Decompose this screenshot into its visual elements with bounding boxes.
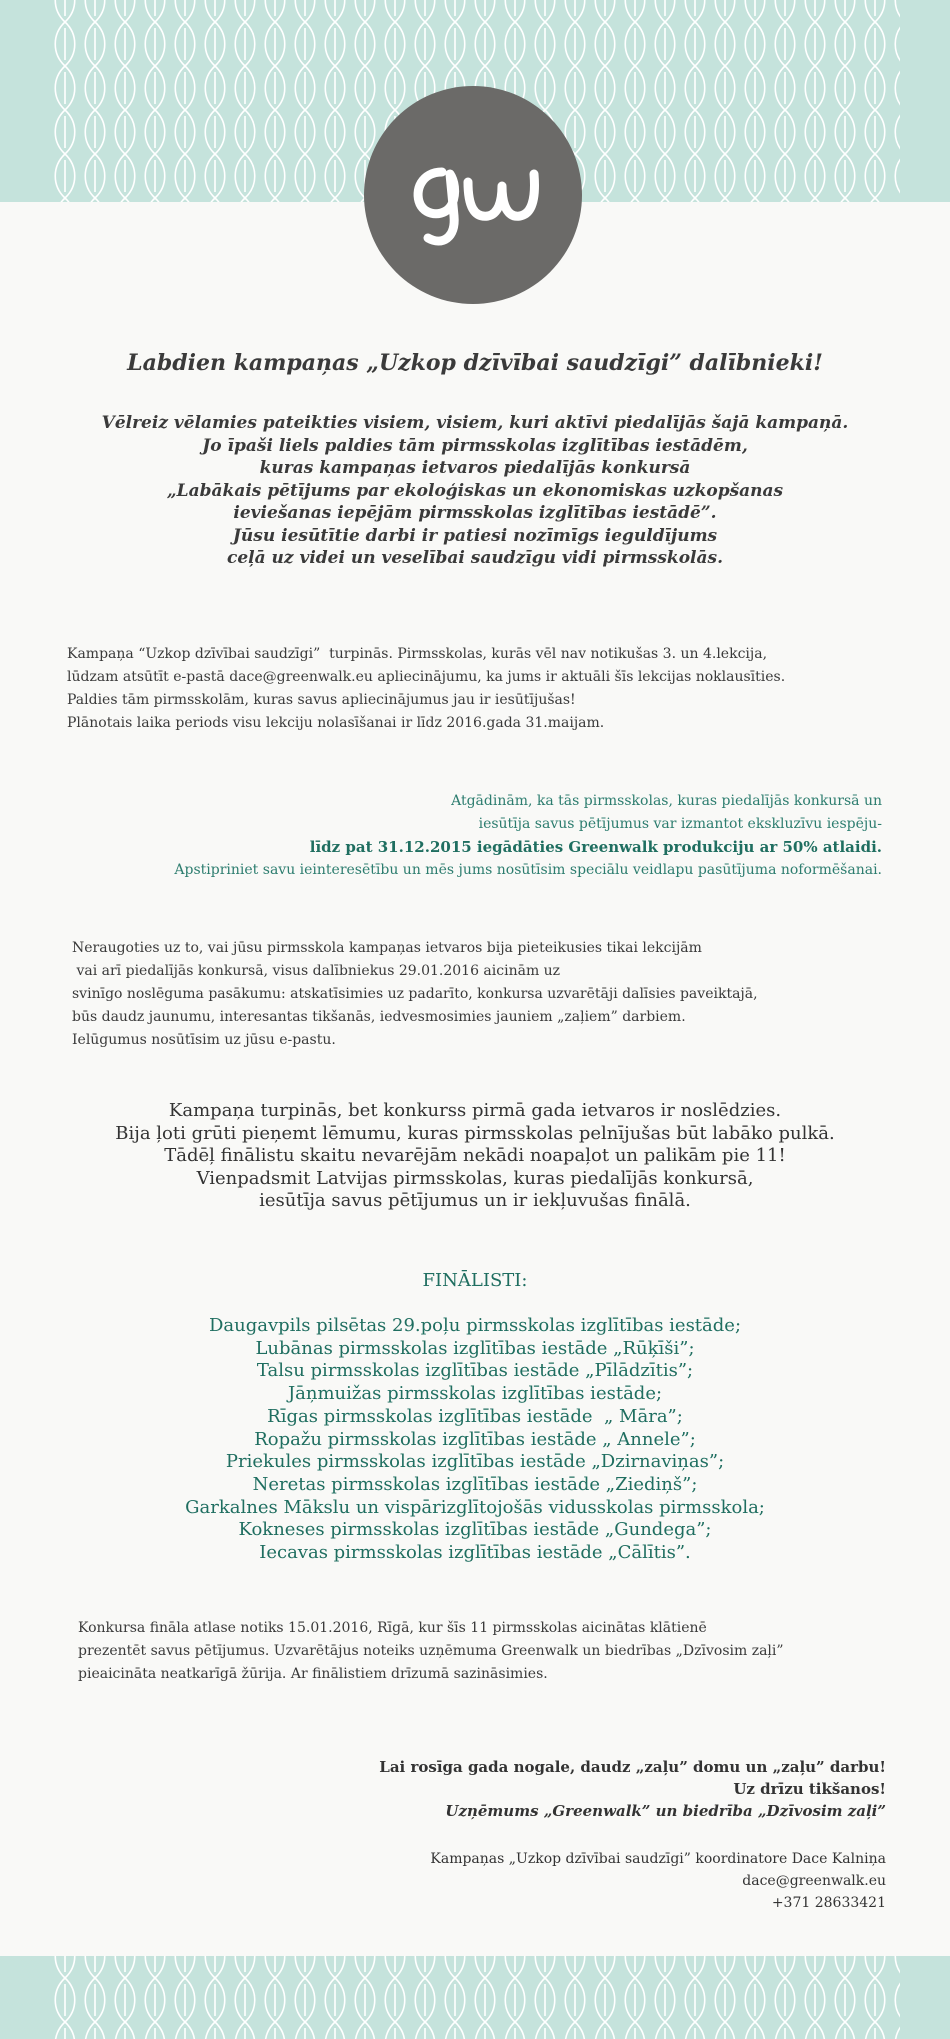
footer-pattern-band <box>0 1956 950 2039</box>
finalist-item: Daugavpils pilsētas 29.poļu pirmsskolas izglītības iestāde; <box>208 1315 742 1336</box>
leaf-shape <box>625 154 645 198</box>
leaf-shape <box>145 1956 165 1978</box>
leaf-shape <box>685 1978 705 2022</box>
leaf-shape <box>85 66 105 110</box>
leaf-shape <box>265 110 285 154</box>
finalist-item: Kokneses pirmsskolas izglītības iestāde „Gundega”; <box>238 1519 712 1541</box>
leaf-shape <box>325 66 345 110</box>
leaf-shape <box>115 1956 135 1978</box>
leaf-shape <box>565 2022 585 2039</box>
leaf-shape <box>685 198 705 202</box>
paragraph-line: Plānotais laika periods visu lekciju nolasīšanai ir līdz 2016.gada 31.maijam. <box>67 715 605 731</box>
leaf-shape <box>145 1978 165 2022</box>
leaf-shape <box>565 22 585 66</box>
leaf-shape <box>685 22 705 66</box>
leaf-shape <box>655 1978 675 2022</box>
leaf-shape <box>115 154 135 198</box>
leaf-shape <box>775 1956 795 1978</box>
leaf-shape <box>595 66 615 110</box>
leaf-shape <box>415 2022 435 2039</box>
leaf-shape <box>865 66 885 110</box>
reminder-line: Apstipriniet savu ieinteresētību un mēs jums nosūtīsim speciālu veidlapu pasūtījuma noformēšanai. <box>174 862 882 878</box>
leaf-shape <box>505 22 525 66</box>
greenwalk-logo <box>364 86 582 304</box>
leaf-shape <box>865 1956 885 1978</box>
leaf-shape <box>295 22 315 66</box>
leaf-shape <box>745 22 765 66</box>
leaf-shape <box>265 198 285 202</box>
leaf-shape <box>205 66 225 110</box>
leaf-shape <box>835 198 855 202</box>
leaf-shape <box>265 1956 285 1978</box>
leaf-shape <box>685 0 705 22</box>
leaf-shape <box>415 1978 435 2022</box>
closing-line: Uz drīzu tikšanos! <box>733 1780 886 1798</box>
discount-reminder <box>174 790 882 882</box>
leaf-shape <box>655 0 675 22</box>
leaf-shape <box>55 198 75 202</box>
leaf-shape <box>325 1956 345 1978</box>
leaf-shape <box>115 22 135 66</box>
leaf-shape <box>655 1956 675 1978</box>
leaf-shape <box>445 22 465 66</box>
leaf-shape <box>85 110 105 154</box>
leaf-shape <box>55 22 75 66</box>
leaf-shape <box>715 66 735 110</box>
leaf-shape <box>895 154 900 198</box>
leaf-shape <box>55 1978 75 2022</box>
leaf-shape <box>55 1956 75 1978</box>
leaf-shape <box>85 154 105 198</box>
leaf-shape <box>745 2022 765 2039</box>
leaf-shape <box>445 1978 465 2022</box>
leaf-shape <box>775 0 795 22</box>
leaf-shape <box>205 2022 225 2039</box>
leaf-shape <box>475 1956 495 1978</box>
leaf-shape <box>85 2022 105 2039</box>
leaf-shape <box>715 1978 735 2022</box>
leaf-shape <box>835 2022 855 2039</box>
leaf-shape <box>145 198 165 202</box>
leaf-shape <box>565 1978 585 2022</box>
leaf-shape <box>235 2022 255 2039</box>
gw-logo-mark <box>364 86 582 304</box>
leaf-shape <box>85 1956 105 1978</box>
leaf-shape <box>625 0 645 22</box>
leaf-shape <box>265 2022 285 2039</box>
paragraph-line: vai arī piedalījās konkursā, visus dalībniekus 29.01.2016 aicinām uz <box>72 963 561 979</box>
leaf-shape <box>655 66 675 110</box>
leaf-shape <box>595 2022 615 2039</box>
leaf-shape <box>805 66 825 110</box>
leaf-shape <box>325 1978 345 2022</box>
finalist-item: Iecavas pirmsskolas izglītības iestāde „Cālītis”. <box>259 1542 691 1564</box>
leaf-shape <box>625 66 645 110</box>
leaf-shape <box>715 198 735 202</box>
paragraph-line: prezentēt savus pētījumus. Uzvarētājus noteiks uzņēmuma Greenwalk un biedrības „Dzīvosim zaļi” <box>78 1643 784 1659</box>
leaf-shape <box>565 0 585 22</box>
leaf-shape <box>205 22 225 66</box>
leaf-shape <box>235 22 255 66</box>
paragraph-line: Bija ļoti grūti pieņemt lēmumu, kuras pirmsskolas pelnījušas būt labāko pulkā. <box>115 1122 835 1144</box>
leaf-shape <box>175 0 195 22</box>
finalist-item: Jāņmuižas pirmsskolas izglītības iestāde; <box>287 1383 663 1405</box>
leaf-shape <box>685 154 705 198</box>
leaf-shape <box>505 1978 525 2022</box>
leaf-shape <box>715 22 735 66</box>
leaf-shape <box>235 110 255 154</box>
leaf-shape <box>805 0 825 22</box>
leaf-shape <box>535 0 555 22</box>
paragraph-line: Tādēļ finālistu skaitu nevarējām nekādi noapaļot un palikām pie 11! <box>164 1145 786 1166</box>
leaf-shape <box>175 198 195 202</box>
leaf-shape <box>355 1978 375 2022</box>
leaf-shape <box>55 154 75 198</box>
leaf-shape <box>175 2022 195 2039</box>
paragraph-line: Kampaņa “Uzkop dzīvībai saudzīgi” turpinās. Pirmsskolas, kurās vēl nav notikušas 3. un 4.lekcija, <box>67 646 768 662</box>
leaf-shape <box>805 198 825 202</box>
leaf-shape <box>145 154 165 198</box>
leaf-shape <box>895 22 900 66</box>
leaf-shape <box>505 0 525 22</box>
leaf-shape <box>835 110 855 154</box>
leaf-shape <box>295 198 315 202</box>
email-link[interactable]: dace@greenwalk.eu <box>742 1873 886 1889</box>
leaf-shape <box>175 154 195 198</box>
leaf-shape <box>835 22 855 66</box>
leaf-shape <box>175 22 195 66</box>
coordinator-contact <box>430 1848 886 1914</box>
leaf-shape <box>895 0 900 22</box>
reminder-highlight: līdz pat 31.12.2015 iegādāties Greenwalk produkciju ar 50% atlaidi. <box>309 838 882 856</box>
leaf-shape <box>865 2022 885 2039</box>
leaf-shape <box>235 1978 255 2022</box>
coordinator-name: Kampaņas „Uzkop dzīvībai saudzīgi” koordinatore Dace Kalniņa <box>430 1851 886 1867</box>
leaf-shape <box>805 154 825 198</box>
leaf-shape <box>895 198 900 202</box>
leaf-shape <box>745 66 765 110</box>
intro-thanks <box>0 412 950 570</box>
leaf-shape <box>205 1978 225 2022</box>
leaf-shape <box>595 22 615 66</box>
leaf-shape <box>715 0 735 22</box>
leaf-shape <box>865 154 885 198</box>
leaf-shape <box>535 2022 555 2039</box>
leaf-shape <box>595 1978 615 2022</box>
leaf-shape <box>775 154 795 198</box>
leaf-shape <box>295 154 315 198</box>
closing-signature: Uzņēmums „Greenwalk” un biedrība „Dzīvosim zaļi” <box>445 1802 886 1820</box>
leaf-shape <box>205 0 225 22</box>
leaf-shape <box>745 1956 765 1978</box>
finalists-title: FINĀLISTI: <box>422 1270 528 1291</box>
leaf-shape <box>175 1978 195 2022</box>
finalist-item: Ropažu pirmsskolas izglītības iestāde „ Annele”; <box>254 1428 696 1450</box>
intro-line: Vēlreiz vēlamies pateikties visiem, visiem, kuri aktīvi piedalījās šajā kampaņā. <box>101 413 849 433</box>
leaf-shape <box>385 2022 405 2039</box>
leaf-shape <box>115 110 135 154</box>
leaf-shape <box>325 154 345 198</box>
leaf-shape <box>475 0 495 22</box>
leaf-shape <box>535 1978 555 2022</box>
leaf-shape <box>745 198 765 202</box>
leaf-shape <box>175 1956 195 1978</box>
leaf-shape <box>595 154 615 198</box>
closing-line: Lai rosīga gada nogale, daudz „zaļu” domu un „zaļu” darbu! <box>379 1758 886 1776</box>
leaf-shape <box>505 2022 525 2039</box>
leaf-shape <box>625 110 645 154</box>
leaf-shape <box>325 110 345 154</box>
closing-event-paragraph <box>72 937 758 1052</box>
leaf-shape <box>535 1956 555 1978</box>
leaf-shape <box>445 1956 465 1978</box>
leaf-shape <box>85 22 105 66</box>
leaf-shape <box>865 110 885 154</box>
leaf-shape <box>235 1956 255 1978</box>
leaf-shape <box>625 1978 645 2022</box>
leaf-shape <box>115 2022 135 2039</box>
leaf-shape <box>835 1978 855 2022</box>
intro-line: ceļā uz videi un veselībai saudzīgu vidi pirmsskolās. <box>226 548 724 568</box>
leaf-shape <box>715 1956 735 1978</box>
leaf-shape <box>235 0 255 22</box>
leaf-shape <box>715 110 735 154</box>
intro-line: Jo īpaši liels paldies tām pirmsskolas izglītības iestādēm, <box>202 435 748 456</box>
campaign-continues-paragraph <box>67 643 785 735</box>
leaf-shape <box>805 22 825 66</box>
finalist-item: Garkalnes Mākslu un vispārizglītojošās vidusskolas pirmsskola; <box>185 1496 765 1518</box>
leaf-shape <box>805 2022 825 2039</box>
intro-line: „Labākais pētījums par ekoloģiskas un ekonomiskas uzkopšanas <box>166 480 784 501</box>
leaf-shape <box>85 198 105 202</box>
leaf-shape <box>205 154 225 198</box>
leaf-shape <box>805 110 825 154</box>
leaf-shape <box>295 110 315 154</box>
leaf-shape <box>625 1956 645 1978</box>
leaf-shape <box>355 22 375 66</box>
leaf-shape <box>475 22 495 66</box>
leaf-shape <box>595 110 615 154</box>
intro-line: Jūsu iesūtītie darbi ir patiesi nozīmīgs ieguldījums <box>232 525 718 546</box>
leaf-shape <box>205 110 225 154</box>
leaf-shape <box>295 2022 315 2039</box>
leaf-shape <box>715 154 735 198</box>
leaf-shape <box>835 154 855 198</box>
paragraph-line: pieaicināta neatkarīgā žūrija. Ar finālistiem drīzumā sazināsimies. <box>78 1666 548 1682</box>
leaf-shape <box>325 22 345 66</box>
leaf-shape <box>325 0 345 22</box>
leaf-shape <box>355 1956 375 1978</box>
paragraph-line: Konkursa fināla atlase notiks 15.01.2016, Rīgā, kur šīs 11 pirmsskolas aicinātas klātienē <box>78 1620 707 1636</box>
leaf-shape <box>865 22 885 66</box>
leaf-shape <box>745 1978 765 2022</box>
leaf-shape <box>745 0 765 22</box>
leaf-shape <box>625 2022 645 2039</box>
leaf-shape <box>685 2022 705 2039</box>
phone-number: +371 28633421 <box>771 1895 886 1911</box>
leaf-shape <box>415 22 435 66</box>
paragraph-line: Ielūgumus nosūtīsim uz jūsu e-pastu. <box>72 1032 336 1048</box>
leaf-shape <box>385 22 405 66</box>
leaf-shape <box>895 66 900 110</box>
leaf-shape <box>55 66 75 110</box>
leaf-shape <box>625 22 645 66</box>
leaf-shape <box>145 66 165 110</box>
leaf-shape <box>145 0 165 22</box>
finalists-list <box>0 1315 950 1565</box>
leaf-shape <box>265 22 285 66</box>
paragraph-line: Paldies tām pirmsskolām, kuras savus apliecinājumus jau ir iesūtījušas! <box>67 692 576 708</box>
leaf-shape <box>655 154 675 198</box>
leaf-shape <box>445 2022 465 2039</box>
leaf-shape <box>235 66 255 110</box>
leaf-shape <box>655 198 675 202</box>
leaf-shape <box>775 66 795 110</box>
leaf-shape <box>85 1978 105 2022</box>
leaf-shape <box>205 198 225 202</box>
leaf-shape <box>385 1956 405 1978</box>
leaf-shape <box>595 198 615 202</box>
leaf-shape <box>55 0 75 22</box>
leaf-shape <box>355 0 375 22</box>
leaf-shape <box>175 66 195 110</box>
leaf-shape <box>775 198 795 202</box>
reminder-line: iesūtīja savus pētījumus var izmantot ekskluzīvu iespēju- <box>478 816 882 832</box>
paragraph-line: Kampaņa turpinās, bet konkurss pirmā gada ietvaros ir noslēdzies. <box>168 1100 782 1121</box>
leaf-shape <box>475 2022 495 2039</box>
leaf-shape <box>655 22 675 66</box>
leaf-shape <box>145 2022 165 2039</box>
leaf-shape <box>805 1956 825 1978</box>
leaf-shape <box>625 198 645 202</box>
finalist-item: Rīgas pirmsskolas izglītības iestāde „ Māra”; <box>267 1405 683 1427</box>
leaf-shape <box>325 2022 345 2039</box>
leaf-shape <box>235 198 255 202</box>
leaf-shape <box>865 0 885 22</box>
leaf-shape <box>775 110 795 154</box>
leaf-shape <box>655 110 675 154</box>
leaf-shape <box>55 2022 75 2039</box>
leaf-shape <box>265 1978 285 2022</box>
finalist-item: Priekules pirmsskolas izglītības iestāde „Dzirnaviņas”; <box>225 1451 725 1473</box>
leaf-shape <box>415 1956 435 1978</box>
closing-greeting <box>379 1756 886 1822</box>
leaf-shape <box>115 66 135 110</box>
leaf-shape <box>235 154 255 198</box>
leaf-shape <box>415 0 435 22</box>
paragraph-line: iesūtīja savus pētījumus un ir iekļuvušas finālā. <box>259 1190 691 1211</box>
leaf-shape <box>295 1978 315 2022</box>
leaf-shape <box>355 2022 375 2039</box>
leaf-shape <box>685 66 705 110</box>
intro-line: kuras kampaņas ietvaros piedalījās konkursā <box>259 458 691 478</box>
greeting-heading: Labdien kampaņas „Uzkop dzīvībai saudzīgi” dalībnieki! <box>127 350 823 376</box>
leaf-shape <box>265 66 285 110</box>
leaf-shape <box>865 198 885 202</box>
leaf-shape <box>445 0 465 22</box>
leaf-shape <box>595 0 615 22</box>
leaf-shape <box>295 66 315 110</box>
leaf-shape <box>775 1978 795 2022</box>
leaf-shape <box>715 2022 735 2039</box>
leaf-shape <box>475 1978 495 2022</box>
finalist-item: Lubānas pirmsskolas izglītības iestāde „Rūķīši”; <box>255 1337 695 1359</box>
paragraph-line: būs daudz jaunumu, interesantas tikšanās, iedvesmosimies jauniem „zaļiem” darbiem. <box>72 1009 686 1025</box>
leaf-shape <box>55 110 75 154</box>
leaf-shape <box>595 1956 615 1978</box>
leaf-shape <box>805 1978 825 2022</box>
leaf-shape <box>775 22 795 66</box>
intro-line: ieviešanas iepējām pirmsskolas izglītības iestādē”. <box>233 503 717 523</box>
leaf-shape <box>265 0 285 22</box>
leaf-shape <box>745 154 765 198</box>
contest-finished-paragraph <box>0 1100 950 1213</box>
leaf-shape <box>265 154 285 198</box>
leaf-shape <box>295 1956 315 1978</box>
leaf-shape <box>745 110 765 154</box>
final-selection-paragraph <box>78 1617 784 1686</box>
leaf-shape <box>565 1956 585 1978</box>
leaf-shape <box>835 0 855 22</box>
leaf-shape <box>685 110 705 154</box>
leaf-shape <box>685 1956 705 1978</box>
finalist-item: Talsu pirmsskolas izglītības iestāde „Pīlādzītis”; <box>256 1360 694 1382</box>
paragraph-line: svinīgo noslēguma pasākumu: atskatīsimies uz padarīto, konkursa uzvarētāji dalīsies paveiktajā, <box>72 986 758 1002</box>
reminder-line: Atgādinām, ka tās pirmsskolas, kuras piedalījās konkursā un <box>451 793 882 809</box>
finalist-item: Neretas pirmsskolas izglītības iestāde „Ziediņš”; <box>252 1473 698 1495</box>
paragraph-line: Vienpadsmit Latvijas pirmsskolas, kuras piedalījās konkursā, <box>196 1167 754 1189</box>
leaf-shape <box>115 198 135 202</box>
leaf-shape <box>835 66 855 110</box>
leaf-shape <box>895 110 900 154</box>
leaf-pattern <box>50 1956 900 2039</box>
leaf-shape <box>835 1956 855 1978</box>
leaf-shape <box>895 1956 900 1978</box>
leaf-shape <box>655 2022 675 2039</box>
leaf-shape <box>505 1956 525 1978</box>
paragraph-line: Neraugoties uz to, vai jūsu pirmsskola kampaņas ietvaros bija pieteikusies tikai lekcijām <box>72 940 702 956</box>
leaf-shape <box>115 0 135 22</box>
leaf-shape <box>535 22 555 66</box>
leaf-shape <box>205 1956 225 1978</box>
leaf-shape <box>175 110 195 154</box>
leaf-shape <box>325 198 345 202</box>
leaf-shape <box>145 22 165 66</box>
leaf-shape <box>115 1978 135 2022</box>
leaf-shape <box>295 0 315 22</box>
leaf-shape <box>895 2022 900 2039</box>
paragraph-line: lūdzam atsūtīt e-pastā dace@greenwalk.eu apliecinājumu, ka jums ir aktuāli šīs lekcijas noklausīties. <box>67 669 786 685</box>
leaf-shape <box>85 0 105 22</box>
leaf-shape <box>775 2022 795 2039</box>
leaf-shape <box>145 110 165 154</box>
leaf-shape <box>865 1978 885 2022</box>
leaf-shape <box>385 1978 405 2022</box>
leaf-shape <box>385 0 405 22</box>
leaf-shape <box>895 1978 900 2022</box>
